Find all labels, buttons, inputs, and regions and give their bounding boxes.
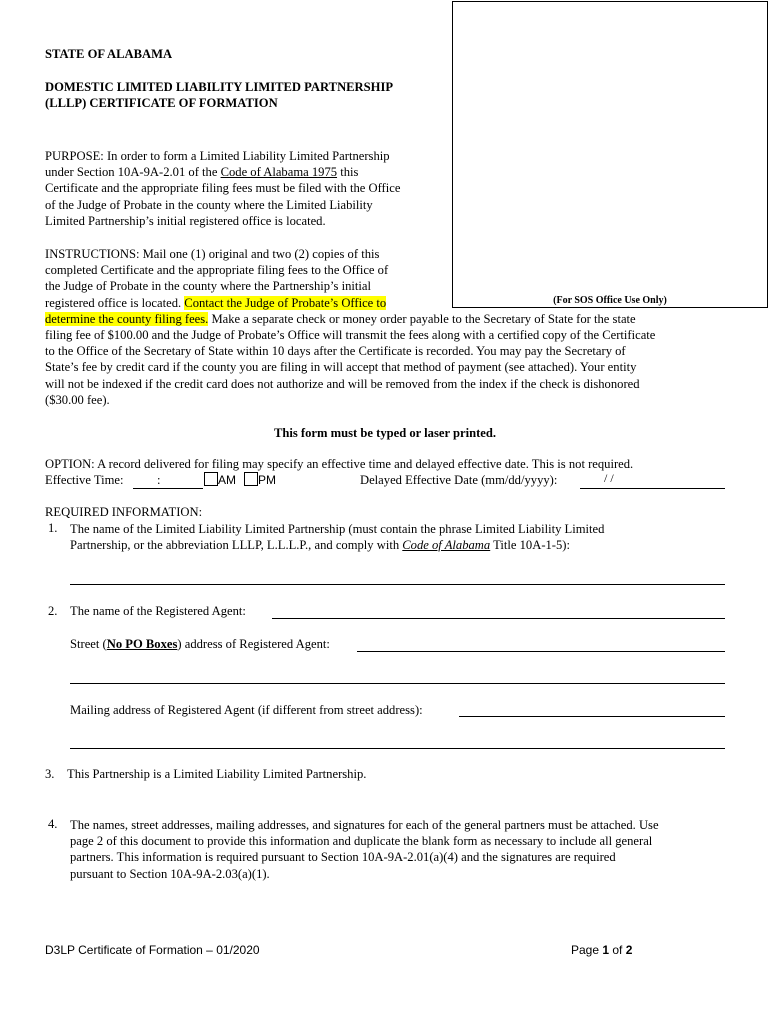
purpose-line-3: Certificate and the appropriate filing fees must be filed with the Office <box>45 181 401 196</box>
form-title-line-2: (LLLP) CERTIFICATE OF FORMATION <box>45 96 278 111</box>
street-address-field[interactable] <box>357 651 725 652</box>
effective-time-input[interactable] <box>133 488 203 489</box>
item-4-line-2: page 2 of this document to provide this information and duplicate the blank form as necessary to include all general <box>70 834 653 849</box>
instructions-line-3: the Judge of Probate in the county where the Partnership’s initial <box>45 279 371 294</box>
highlighted-contact-note: Contact the Judge of Probate’s Office to <box>184 295 387 310</box>
required-info-heading: REQUIRED INFORMATION: <box>45 505 203 519</box>
option-text: OPTION: A record delivered for filing may specify an effective time and delayed effective date. This is not required. <box>45 457 634 471</box>
item-1-text-part: Title 10A-1-5): <box>490 538 570 553</box>
instructions-text: Make a separate check or money order payable to the Secretary of State for the state <box>208 311 636 326</box>
item-1-number: 1. <box>48 521 58 535</box>
mailing-address-field[interactable] <box>459 716 725 717</box>
instructions-line-6: filing fee of $100.00 and the Judge of Probate’s Office will transmit the fees along with a certified copy of the Certificate <box>45 328 656 343</box>
purpose-text: under Section 10A-9A-2.01 of the <box>45 165 221 180</box>
sos-office-use-label: (For SOS Office Use Only) <box>553 295 667 306</box>
am-option[interactable] <box>204 472 236 488</box>
instructions-line-7: to the Office of the Secretary of State within 10 days after the Certificate is recorded. You may pay the Secretary of <box>45 344 626 359</box>
form-title <box>45 79 393 111</box>
street-address-label <box>70 637 330 652</box>
street-label-part: Street ( <box>70 637 107 651</box>
item-4-line-4: pursuant to Section 10A-9A-2.03(a)(1). <box>70 866 270 881</box>
page-current: 1 <box>602 943 610 957</box>
state-heading: STATE OF ALABAMA <box>45 47 173 61</box>
mailing-address-field-line-2[interactable] <box>70 748 725 749</box>
item-4-line-1: The names, street addresses, mailing addresses, and signatures for each of the general partners must be attached. Use <box>70 818 659 832</box>
page-word: Page <box>571 943 603 957</box>
pm-option[interactable] <box>244 472 276 488</box>
pm-checkbox[interactable] <box>244 472 258 486</box>
instructions-line-4 <box>45 295 735 311</box>
form-title-line-1: DOMESTIC LIMITED LIABILITY LIMITED PARTNERSHIP <box>45 80 394 94</box>
code-of-alabama-reference: Code of Alabama 1975 <box>220 165 338 180</box>
item-1-text <box>70 521 604 553</box>
footer-form-id: D3LP Certificate of Formation – 01/2020 <box>45 943 260 957</box>
purpose-line-4: of the Judge of Probate in the county where the Limited Liability <box>45 197 373 212</box>
item-4-line-3: partners. This information is required pursuant to Section 10A-9A-2.01(a)(4) and the signatures are required <box>70 850 616 865</box>
item-4-number: 4. <box>48 817 58 831</box>
item-4-text <box>70 817 726 882</box>
delayed-date-input[interactable] <box>580 488 725 489</box>
instructions-line-1: INSTRUCTIONS: Mail one (1) original and two (2) copies of this <box>45 247 380 261</box>
street-address-field-line-2[interactable] <box>70 683 725 684</box>
registered-agent-name-label: The name of the Registered Agent: <box>70 604 246 618</box>
instructions-paragraph <box>45 246 735 408</box>
instructions-line-8: State’s fee by credit card if the county you are filing in will accept that method of payment (see attached). Your entity <box>45 360 637 375</box>
item-1-line-1: The name of the Limited Liability Limited Partnership (must contain the phrase Limited Liability Limited <box>70 522 605 536</box>
am-label: AM <box>218 473 236 487</box>
purpose-line-5: Limited Partnership’s initial registered office is located. <box>45 213 326 228</box>
date-separators: / / <box>604 471 614 485</box>
item-2-number: 2. <box>48 604 58 618</box>
effective-time-colon: : <box>157 473 161 487</box>
highlighted-contact-note: determine the county filing fees. <box>45 311 209 326</box>
registered-agent-name-field[interactable] <box>272 618 725 619</box>
delayed-date-label: Delayed Effective Date (mm/dd/yyyy): <box>360 473 558 487</box>
instructions-line-9: will not be indexed if the credit card does not authorize and will be removed from the index if the check is dishonored <box>45 376 640 391</box>
effective-time-label: Effective Time: <box>45 473 124 487</box>
item-1-text-part: Partnership, or the abbreviation LLLP, L.L.L.P., and comply with <box>70 538 403 553</box>
purpose-paragraph <box>45 148 400 229</box>
partnership-name-field[interactable] <box>70 584 725 585</box>
purpose-text: this <box>337 165 359 180</box>
item-3-text: This Partnership is a Limited Liability Limited Partnership. <box>67 767 367 781</box>
instructions-line-10: ($30.00 fee). <box>45 392 110 407</box>
no-po-boxes-note: No PO Boxes <box>106 637 178 651</box>
am-checkbox[interactable] <box>204 472 218 486</box>
item-3-number: 3. <box>45 767 55 781</box>
typed-notice: This form must be typed or laser printed. <box>273 426 497 440</box>
pm-label: PM <box>258 473 276 487</box>
footer-page-number <box>571 943 632 957</box>
purpose-line-1: PURPOSE: In order to form a Limited Liability Limited Partnership <box>45 149 390 163</box>
page-total: 2 <box>625 943 633 957</box>
mailing-address-label: Mailing address of Registered Agent (if different from street address): <box>70 703 423 717</box>
page-of-word: of <box>609 943 626 957</box>
purpose-line-2 <box>45 164 400 180</box>
instructions-line-5 <box>45 311 735 327</box>
instructions-line-2: completed Certificate and the appropriate filing fees to the Office of <box>45 263 389 278</box>
item-1-line-2 <box>70 537 604 553</box>
instructions-text: registered office is located. <box>45 295 185 310</box>
code-of-alabama-reference: Code of Alabama <box>402 538 491 553</box>
street-label-part: ) address of Registered Agent: <box>177 637 330 651</box>
